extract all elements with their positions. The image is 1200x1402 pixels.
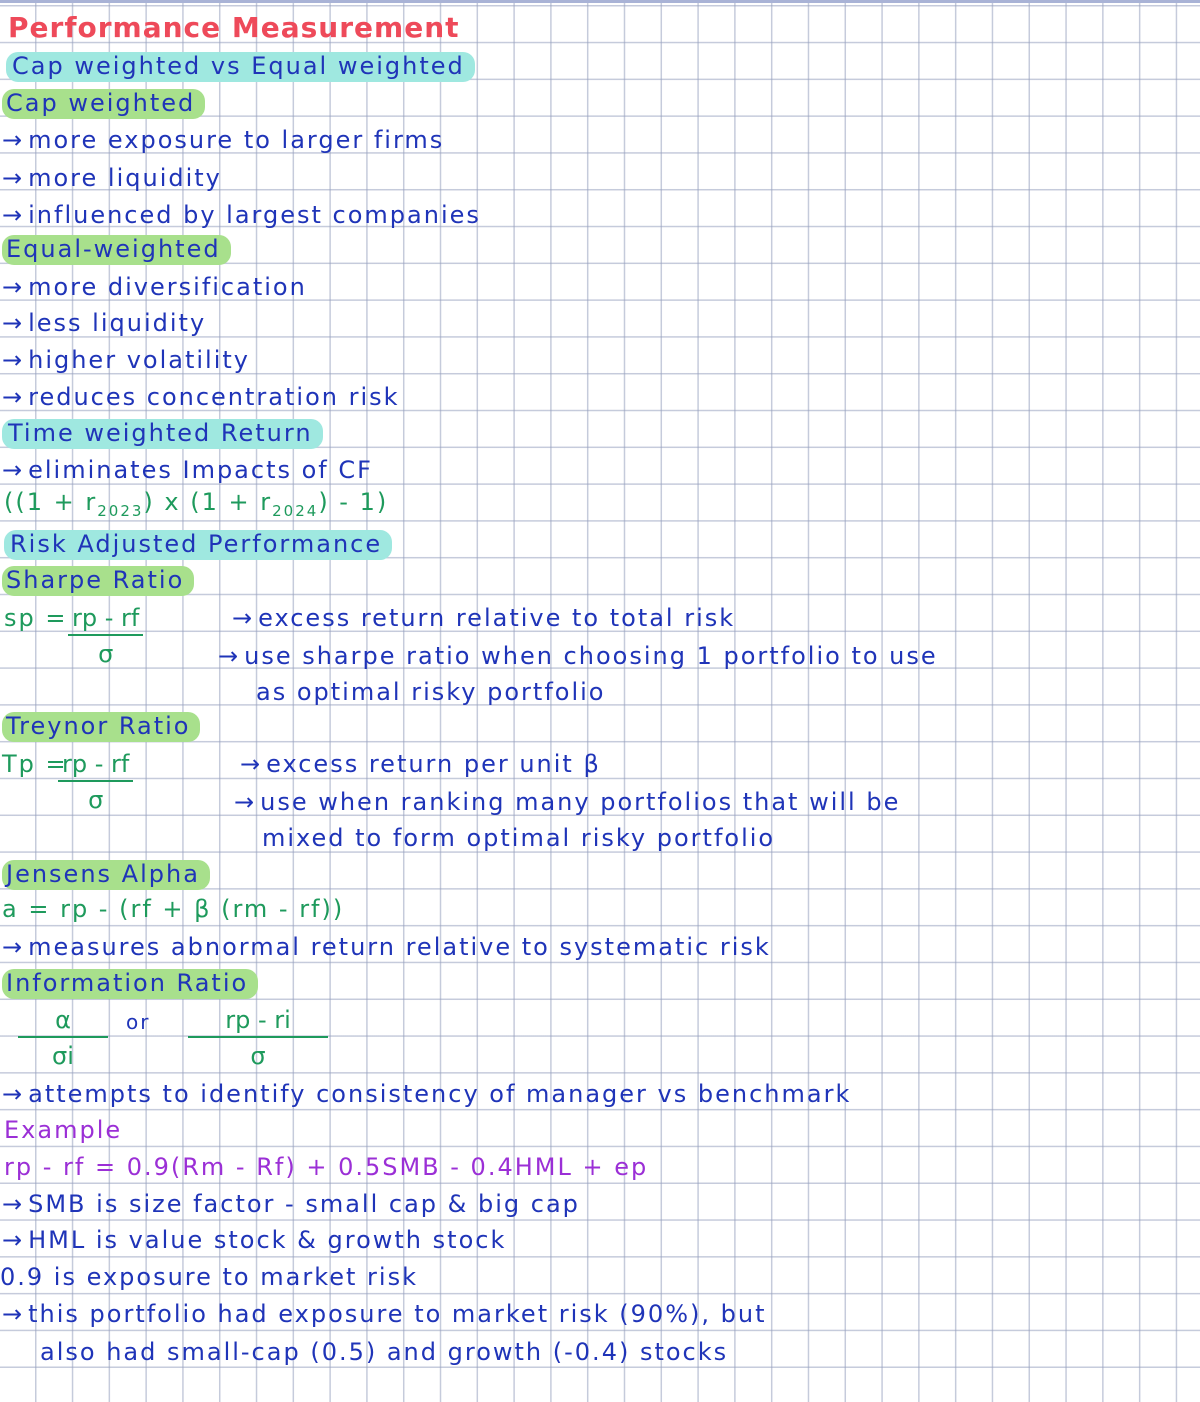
page-top-border: [0, 0, 1200, 3]
section-heading-sharpe-ratio: [2, 568, 194, 592]
bullet-continuation: also had small-cap (0.5) and growth (-0.4) stocks: [40, 1338, 729, 1366]
bullet-continuation: mixed to form optimal risky portfolio: [262, 824, 776, 852]
formula-subscript: 2023: [97, 501, 144, 520]
heading-text: Risk Adjusted Performance: [4, 530, 392, 560]
bullet-text: this portfolio had exposure to market risk (90%), but: [28, 1300, 767, 1328]
sharpe-lhs: sp =: [4, 604, 68, 632]
example-formula: rp - rf = 0.9(Rm - Rf) + 0.5SMB - 0.4HML + ep: [4, 1153, 649, 1181]
arrow-icon: →: [232, 604, 255, 632]
section-heading-information-ratio: [2, 971, 258, 995]
bullet: [2, 1192, 580, 1216]
heading-text: Information Ratio: [2, 969, 258, 999]
bullet: [2, 1082, 851, 1106]
arrow-icon: →: [2, 346, 25, 374]
sharpe-fraction: [68, 604, 143, 668]
heading-text: Treynor Ratio: [2, 712, 200, 742]
bullet: [2, 166, 222, 190]
section-heading-time-weighted-return: [2, 421, 323, 445]
heading-text: Equal-weighted: [2, 235, 231, 265]
heading-text: Jensens Alpha: [2, 860, 210, 890]
bullet-text: use sharpe ratio when choosing 1 portfolio to use: [244, 642, 938, 670]
treynor-lhs: Tp =: [2, 750, 68, 778]
bullet-text: excess return relative to total risk: [258, 604, 736, 632]
section-heading-jensens-alpha: [2, 862, 210, 886]
section-heading-equal-weighted: [2, 237, 231, 261]
fraction-numerator: α: [18, 1006, 108, 1038]
bullet-text: reduces concentration risk: [28, 383, 400, 411]
bullet-text: eliminates Impacts of CF: [28, 456, 373, 484]
bullet: [2, 311, 206, 335]
fraction-numerator: rp - rf: [58, 750, 133, 782]
arrow-icon: →: [2, 933, 25, 961]
bullet: [218, 644, 938, 668]
bullet: [2, 275, 307, 299]
bullet: [2, 1228, 506, 1252]
section-heading-cap-vs-equal: [6, 54, 475, 78]
formula-part: ) - 1): [318, 488, 389, 516]
fraction-numerator: rp - rf: [68, 604, 143, 636]
fraction-denominator: σi: [52, 1042, 74, 1070]
info-ratio-fraction-2: [188, 1006, 328, 1070]
bullet: [234, 790, 900, 814]
bullet-text: SMB is size factor - small cap & big cap: [28, 1190, 580, 1218]
section-heading-treynor-ratio: [2, 714, 200, 738]
arrow-icon: →: [2, 309, 25, 337]
twr-formula: [4, 490, 388, 519]
bullet: [2, 203, 481, 227]
bullet: [2, 935, 771, 959]
fraction-denominator: σ: [98, 640, 114, 668]
arrow-icon: →: [2, 1080, 25, 1108]
arrow-icon: →: [218, 642, 241, 670]
bullet-text: more exposure to larger firms: [28, 126, 445, 154]
bullet-text: use when ranking many portfolios that will be: [260, 788, 901, 816]
bullet-text: attempts to identify consistency of manager vs benchmark: [28, 1080, 852, 1108]
arrow-icon: →: [2, 1300, 25, 1328]
bullet: [240, 752, 601, 776]
bullet-text: excess return per unit β: [266, 750, 601, 778]
formula-part: ) x (1 + r: [143, 488, 273, 516]
bullet: [2, 458, 373, 482]
bullet-text: measures abnormal return relative to systematic risk: [28, 933, 771, 961]
formula-part: ((1 + r: [4, 488, 98, 516]
bullet-text: influenced by largest companies: [28, 201, 481, 229]
example-note: 0.9 is exposure to market risk: [0, 1263, 418, 1291]
section-heading-risk-adjusted-performance: [4, 532, 392, 556]
arrow-icon: →: [2, 1190, 25, 1218]
or-text: or: [126, 1010, 151, 1034]
bullet-continuation: as optimal risky portfolio: [256, 678, 606, 706]
bullet: [232, 606, 735, 630]
fraction-denominator: σ: [88, 786, 104, 814]
arrow-icon: →: [234, 788, 257, 816]
jensen-formula: a = rp - (rf + β (rm - rf)): [2, 895, 345, 923]
page-title: Performance Measurement: [8, 11, 460, 44]
arrow-icon: →: [2, 126, 25, 154]
bullet-text: more liquidity: [28, 164, 222, 192]
arrow-icon: →: [2, 456, 25, 484]
heading-text: Cap weighted: [2, 89, 205, 119]
fraction-numerator: rp - ri: [188, 1006, 328, 1038]
heading-text: Sharpe Ratio: [2, 566, 194, 596]
bullet-text: less liquidity: [28, 309, 207, 337]
bullet: [2, 385, 400, 409]
arrow-icon: →: [2, 201, 25, 229]
arrow-icon: →: [2, 383, 25, 411]
formula-subscript: 2024: [272, 501, 319, 520]
bullet-text: more diversification: [28, 273, 307, 301]
bullet: [2, 128, 444, 152]
bullet-text: higher volatility: [28, 346, 250, 374]
section-heading-cap-weighted: [2, 91, 205, 115]
heading-text: Time weighted Return: [2, 419, 323, 449]
arrow-icon: →: [2, 273, 25, 301]
arrow-icon: →: [2, 1226, 25, 1254]
heading-text: Cap weighted vs Equal weighted: [6, 52, 475, 82]
bullet: [2, 1302, 766, 1326]
bullet: [2, 348, 250, 372]
section-heading-example: Example: [4, 1116, 123, 1144]
arrow-icon: →: [240, 750, 263, 778]
bullet-text: HML is value stock & growth stock: [28, 1226, 507, 1254]
fraction-denominator: σ: [250, 1042, 266, 1070]
treynor-fraction: [58, 750, 133, 814]
arrow-icon: →: [2, 164, 25, 192]
